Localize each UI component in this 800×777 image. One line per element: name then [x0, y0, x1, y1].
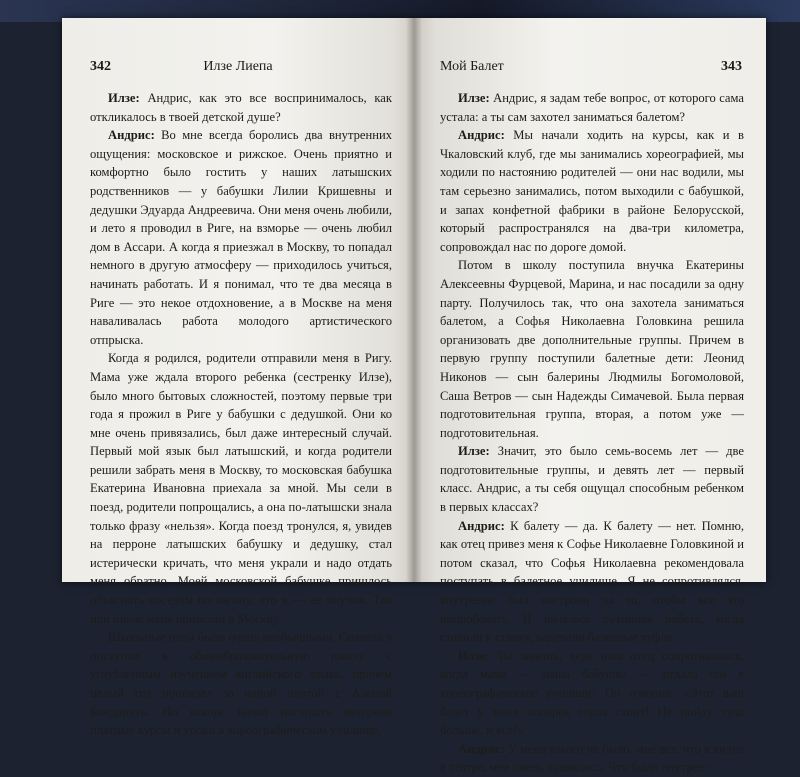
speaker-label: Андрис:: [458, 518, 505, 533]
paragraph-text: Андрис, как это все воспринималось, как откликалось в твоей детской душе?: [90, 91, 392, 124]
speaker-label: Андрис:: [108, 128, 155, 143]
paragraph: [90, 126, 392, 349]
paragraph: [440, 517, 744, 647]
paragraph-text: Мы начали ходить на курсы, как и в Чкаловский клуб, где мы занимались хореографией, мы ходили по настоянию родителей — они нас водили, мы там серьезно занимались, потом выходили с бабушкой, и запах конфетной фабрики в районе Белорусской, который распространялся на два-три километра, сопровождал нас по дороге домой.: [440, 128, 744, 254]
paragraph-text: К балету — да. К балету — нет. Помню, как отец привез меня к Софье Николаевне Головкиной и потом сказал, что Софья Николаевна рекомендовала поступать в балетное училище. Я не сопротивлялся, внутренне был настроен на то, чтобы все это попробовать. И началась рутинная работа, когда ставили к станку, надевали балетные туфли.: [440, 518, 744, 645]
book-spread: [62, 18, 766, 775]
speaker-label: Илзе:: [458, 648, 490, 663]
paragraph: [90, 89, 392, 126]
paragraph-text: Андрис, я задам тебе вопрос, от которого сама устала: а ты сам захотел заниматься балетом?: [440, 91, 744, 124]
paragraph: [440, 647, 744, 740]
speaker-label: Илзе:: [458, 444, 490, 459]
paragraph: [90, 628, 392, 740]
running-head-left: Илзе Лиепа: [203, 59, 273, 74]
book-gutter-shadow: [406, 18, 422, 582]
paragraph: [440, 126, 744, 256]
paragraph: [90, 349, 392, 628]
paragraph-text: Школьные годы были очень необычными. Сначала я поступил в общеобразовательную школу с углубленным изучением английского языка, причем целый год просидел за одной партой с Аленой Бондарчук. Но вскоре начал посещать вечерние платные курсы и уроки в хореографическом училище.: [90, 630, 392, 738]
left-page-body: [90, 89, 392, 740]
page-number-left: 342: [90, 59, 111, 74]
paragraph-text: Потом в школу поступила внучка Екатерины Алексеевны Фурцевой, Марина, и нас посадили за одну парту. Получилось так, что она захотела заниматься балетом, а Софья Николаевна Головкина решила организовать две дополнительные группы. Причем в первую группу поступили балетные дети: Леонид Никонов — сын балерины Людмилы Богомоловой, Саша Ветров — сын Надежды Симачевой. Была первая подготовительная группа, вторая, а потом уже — подготовительная.: [440, 258, 744, 440]
speaker-label: Андрис:: [458, 128, 505, 143]
paragraph: [440, 740, 744, 777]
paragraph: [440, 256, 744, 442]
paragraph-text: Значит, это было семь-восемь лет — две подготовительные группы, и девять лет — первый класс. Андрис, а ты себя ощущал способным ребенком в первых классах?: [440, 444, 744, 515]
paragraph: [440, 442, 744, 516]
speaker-label: Андрис:: [458, 741, 505, 756]
speaker-label: Илзе:: [458, 91, 490, 105]
paragraph-text: Во мне всегда боролись два внутренних ощущения: московское и рижское. Очень приятно и комфортно было гостить у наших латышских родственников — у бабушки Лилии Кришевны и дедушки Эдуарда Андреевича. Они меня очень любили, и лето я проводил в Риге, на взморье — очень любил дом в Ассари. А когда я приезжал в Москву, то попадал немного в другую атмосферу — приходилось учиться, начинать работать. И я понимал, что те два месяца в Риге — это некое отдохновение, а в Москве на меня наваливалась работа молодого артистического отпрыска.: [90, 128, 392, 347]
page-number-right: 343: [721, 59, 742, 74]
paragraph-text: Когда я родился, родители отправили меня в Ригу. Мама уже ждала второго ребенка (сестренку Илзе), было много бытовых сложностей, поэтому первые три года я прожил в Риге у бабушки с дедушкой. Они ко мне очень привязались, был даже интересный случай. Первый мой язык был латышский, и когда родители решили забрать меня в Москву, то московская бабушка Екатерина Ивановна приехала за мной. Мы сели в поезд, родители попрощались, а она по-латышски знала только фразу «нельзя». Когда поезд тронулся, я, увидев на перроне латышских бабушку и дедушку, стал истерически кричать, что меня украли и надо отдать меня обратно. Моей московской бабушке пришлось объяснять соседям по вагону, что я — ее внучок. Так или иначе меня привезли в Москву.: [90, 351, 392, 626]
paragraph-text: У меня такого не было, мне все, что я видел в театре, мне очень нравилось. Что было внутрен-: [440, 741, 744, 775]
paragraph-text: Ты знаешь, ведь наш отец сопротивлялся, когда мама — наша бабушка — отдала его в хореографическое училище. Он говорил: «Этот ваш балет у меня поперек горла стоит! Не пойду туда больше, и все!»: [440, 648, 744, 738]
left-page: [62, 18, 414, 738]
paragraph: [440, 89, 744, 126]
right-page: [414, 18, 766, 775]
right-page-body: [440, 89, 744, 777]
running-head-right: Мой Балет: [440, 59, 504, 74]
speaker-label: Илзе:: [108, 91, 140, 105]
